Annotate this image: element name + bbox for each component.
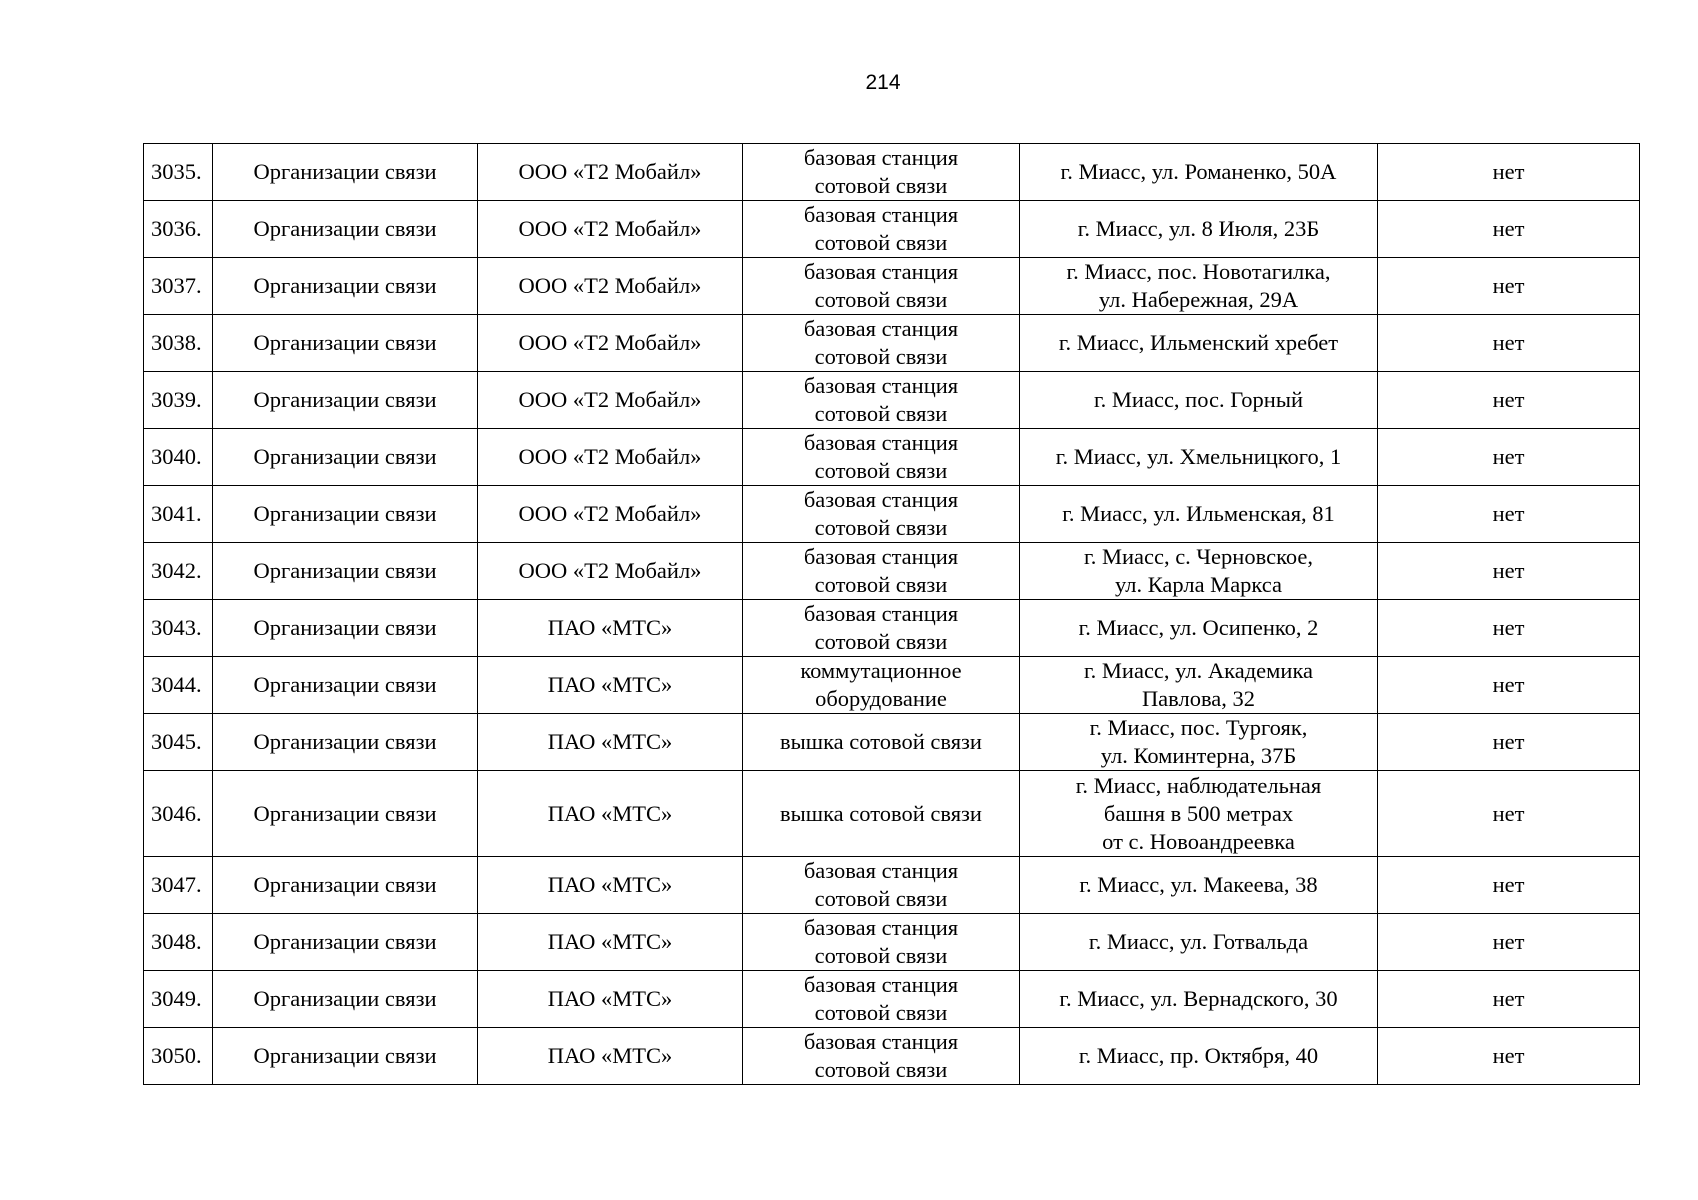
status-cell: нет [1378, 429, 1640, 486]
status-cell: нет [1378, 315, 1640, 372]
row-number-cell: 3050. [144, 1028, 213, 1085]
address-cell [1020, 201, 1378, 258]
address-cell-line: ул. Карла Маркса [1114, 572, 1283, 597]
address-cell-line: г. Миасс, ул. Осипенко, 2 [1078, 615, 1319, 640]
table-row [144, 372, 1640, 429]
object-cell [743, 315, 1020, 372]
row-number-cell: 3040. [144, 429, 213, 486]
address-cell-line: г. Миасс, пос. Горный [1093, 387, 1303, 412]
organization-cell: ООО «Т2 Мобайл» [478, 258, 743, 315]
organization-cell: ПАО «МТС» [478, 600, 743, 657]
row-number-cell: 3045. [144, 714, 213, 771]
address-cell [1020, 315, 1378, 372]
table-row [144, 600, 1640, 657]
organization-cell: ООО «Т2 Мобайл» [478, 486, 743, 543]
category-cell: Организации связи [213, 429, 478, 486]
address-cell-line: Павлова, 32 [1141, 686, 1256, 711]
object-cell-line: сотовой связи [814, 1057, 948, 1082]
table-row [144, 971, 1640, 1028]
address-cell [1020, 144, 1378, 201]
row-number-cell: 3043. [144, 600, 213, 657]
address-cell-line: от с. Новоандреевка [1102, 828, 1295, 854]
table-row [144, 1028, 1640, 1085]
table-row [144, 429, 1640, 486]
object-cell-line: базовая станция [803, 858, 959, 883]
status-cell: нет [1378, 971, 1640, 1028]
category-cell: Организации связи [213, 857, 478, 914]
object-cell [743, 914, 1020, 971]
page-number: 214 [865, 71, 901, 94]
address-cell [1020, 657, 1378, 714]
category-cell: Организации связи [213, 315, 478, 372]
row-number-cell: 3047. [144, 857, 213, 914]
object-cell-line: сотовой связи [814, 515, 948, 540]
row-number-cell: 3036. [144, 201, 213, 258]
address-cell [1020, 258, 1378, 315]
object-cell-line: базовая станция [803, 202, 959, 227]
object-cell-line: вышка сотовой связи [780, 800, 982, 826]
row-number-cell: 3037. [144, 258, 213, 315]
table-row [144, 657, 1640, 714]
address-cell [1020, 857, 1378, 914]
row-number-cell: 3044. [144, 657, 213, 714]
status-cell: нет [1378, 201, 1640, 258]
category-cell: Организации связи [213, 971, 478, 1028]
address-cell-line: г. Миасс, ул. Готвальда [1088, 929, 1309, 954]
object-cell [743, 258, 1020, 315]
address-cell-line: ул. Коминтерна, 37Б [1100, 743, 1297, 768]
object-cell-line: сотовой связи [814, 458, 948, 483]
status-cell: нет [1378, 258, 1640, 315]
organization-cell: ПАО «МТС» [478, 1028, 743, 1085]
organization-cell: ООО «Т2 Мобайл» [478, 201, 743, 258]
object-cell-line: сотовой связи [814, 572, 948, 597]
row-number-cell: 3049. [144, 971, 213, 1028]
category-cell: Организации связи [213, 258, 478, 315]
table-row [144, 315, 1640, 372]
address-cell [1020, 543, 1378, 600]
object-cell-line: сотовой связи [814, 943, 948, 968]
status-cell: нет [1378, 543, 1640, 600]
address-cell [1020, 1028, 1378, 1085]
table-row [144, 258, 1640, 315]
category-cell: Организации связи [213, 657, 478, 714]
object-cell-line: сотовой связи [814, 401, 948, 426]
object-cell [743, 971, 1020, 1028]
table-row [144, 857, 1640, 914]
object-cell [743, 1028, 1020, 1085]
organization-cell: ПАО «МТС» [478, 657, 743, 714]
address-cell-line: г. Миасс, наблюдательная [1075, 772, 1322, 798]
data-table [143, 143, 1640, 1085]
object-cell-line: сотовой связи [814, 287, 948, 312]
object-cell-line: базовая станция [803, 145, 959, 170]
organization-cell: ООО «Т2 Мобайл» [478, 144, 743, 201]
status-cell: нет [1378, 600, 1640, 657]
table-row [144, 201, 1640, 258]
object-cell-line: сотовой связи [814, 886, 948, 911]
status-cell: нет [1378, 657, 1640, 714]
address-cell-line: г. Миасс, пр. Октября, 40 [1078, 1043, 1319, 1068]
organization-cell: ООО «Т2 Мобайл» [478, 372, 743, 429]
object-cell-line: коммутационное [800, 658, 962, 683]
row-number-cell: 3039. [144, 372, 213, 429]
row-number-cell: 3048. [144, 914, 213, 971]
object-cell [743, 657, 1020, 714]
table-row [144, 543, 1640, 600]
category-cell: Организации связи [213, 914, 478, 971]
address-cell-line: г. Миасс, пос. Новотагилка, [1066, 259, 1331, 284]
row-number-cell: 3042. [144, 543, 213, 600]
category-cell: Организации связи [213, 714, 478, 771]
object-cell-line: оборудование [815, 686, 947, 711]
object-cell-line: базовая станция [803, 373, 959, 398]
address-cell-line: г. Миасс, ул. Хмельницкого, 1 [1055, 444, 1342, 469]
table-body [144, 144, 1640, 1085]
object-cell-line: сотовой связи [814, 230, 948, 255]
status-cell: нет [1378, 714, 1640, 771]
address-cell-line: г. Миасс, ул. Вернадского, 30 [1059, 986, 1338, 1011]
object-cell [743, 600, 1020, 657]
address-cell [1020, 372, 1378, 429]
object-cell-line: базовая станция [803, 915, 959, 940]
object-cell-line: базовая станция [803, 1029, 959, 1054]
object-cell-line: сотовой связи [814, 344, 948, 369]
row-number-cell: 3041. [144, 486, 213, 543]
object-cell-line: сотовой связи [814, 1000, 948, 1025]
category-cell: Организации связи [213, 486, 478, 543]
address-cell-line: г. Миасс, ул. Макеева, 38 [1079, 872, 1318, 897]
object-cell-line: базовая станция [803, 259, 959, 284]
organization-cell: ПАО «МТС» [478, 771, 743, 857]
category-cell: Организации связи [213, 201, 478, 258]
address-cell [1020, 914, 1378, 971]
address-cell-line: г. Миасс, с. Черновское, [1084, 544, 1313, 569]
address-cell [1020, 486, 1378, 543]
table-row [144, 771, 1640, 857]
address-cell-line: г. Миасс, ул. Романенко, 50А [1060, 159, 1337, 184]
object-cell [743, 201, 1020, 258]
object-cell [743, 429, 1020, 486]
object-cell-line: базовая станция [803, 487, 959, 512]
table-row [144, 486, 1640, 543]
object-cell-line: вышка сотовой связи [780, 729, 982, 754]
category-cell: Организации связи [213, 600, 478, 657]
address-cell-line: г. Миасс, ул. Ильменская, 81 [1062, 501, 1335, 526]
object-cell-line: базовая станция [803, 544, 959, 569]
address-cell-line: г. Миасс, ул. 8 Июля, 23Б [1077, 216, 1320, 241]
organization-cell: ООО «Т2 Мобайл» [478, 315, 743, 372]
category-cell: Организации связи [213, 1028, 478, 1085]
table-row [144, 144, 1640, 201]
address-cell-line: г. Миасс, Ильменский хребет [1058, 330, 1339, 355]
object-cell [743, 486, 1020, 543]
object-cell [743, 144, 1020, 201]
row-number-cell: 3046. [144, 771, 213, 857]
object-cell-line: базовая станция [803, 601, 959, 626]
status-cell: нет [1378, 1028, 1640, 1085]
table-row [144, 914, 1640, 971]
address-cell-line: ул. Набережная, 29А [1098, 287, 1299, 312]
address-cell [1020, 600, 1378, 657]
status-cell: нет [1378, 372, 1640, 429]
address-cell [1020, 971, 1378, 1028]
object-cell-line: базовая станция [803, 430, 959, 455]
organization-cell: ПАО «МТС» [478, 971, 743, 1028]
organization-cell: ООО «Т2 Мобайл» [478, 429, 743, 486]
status-cell: нет [1378, 486, 1640, 543]
object-cell-line: сотовой связи [814, 173, 948, 198]
row-number-cell: 3038. [144, 315, 213, 372]
organization-cell: ООО «Т2 Мобайл» [478, 543, 743, 600]
organization-cell: ПАО «МТС» [478, 914, 743, 971]
address-cell [1020, 714, 1378, 771]
address-cell [1020, 429, 1378, 486]
status-cell: нет [1378, 914, 1640, 971]
status-cell: нет [1378, 771, 1640, 857]
object-cell-line: базовая станция [803, 972, 959, 997]
object-cell [743, 771, 1020, 857]
object-cell [743, 714, 1020, 771]
organization-cell: ПАО «МТС» [478, 714, 743, 771]
category-cell: Организации связи [213, 144, 478, 201]
object-cell-line: базовая станция [803, 316, 959, 341]
address-cell-line: г. Миасс, ул. Академика [1083, 658, 1314, 683]
object-cell [743, 857, 1020, 914]
object-cell [743, 372, 1020, 429]
category-cell: Организации связи [213, 543, 478, 600]
address-cell [1020, 771, 1378, 857]
object-cell [743, 543, 1020, 600]
category-cell: Организации связи [213, 372, 478, 429]
address-cell-line: г. Миасс, пос. Тургояк, [1089, 715, 1308, 740]
object-cell-line: сотовой связи [814, 629, 948, 654]
table-row [144, 714, 1640, 771]
row-number-cell: 3035. [144, 144, 213, 201]
category-cell: Организации связи [213, 771, 478, 857]
address-cell-line: башня в 500 метрах [1103, 800, 1294, 826]
status-cell: нет [1378, 144, 1640, 201]
status-cell: нет [1378, 857, 1640, 914]
organization-cell: ПАО «МТС» [478, 857, 743, 914]
